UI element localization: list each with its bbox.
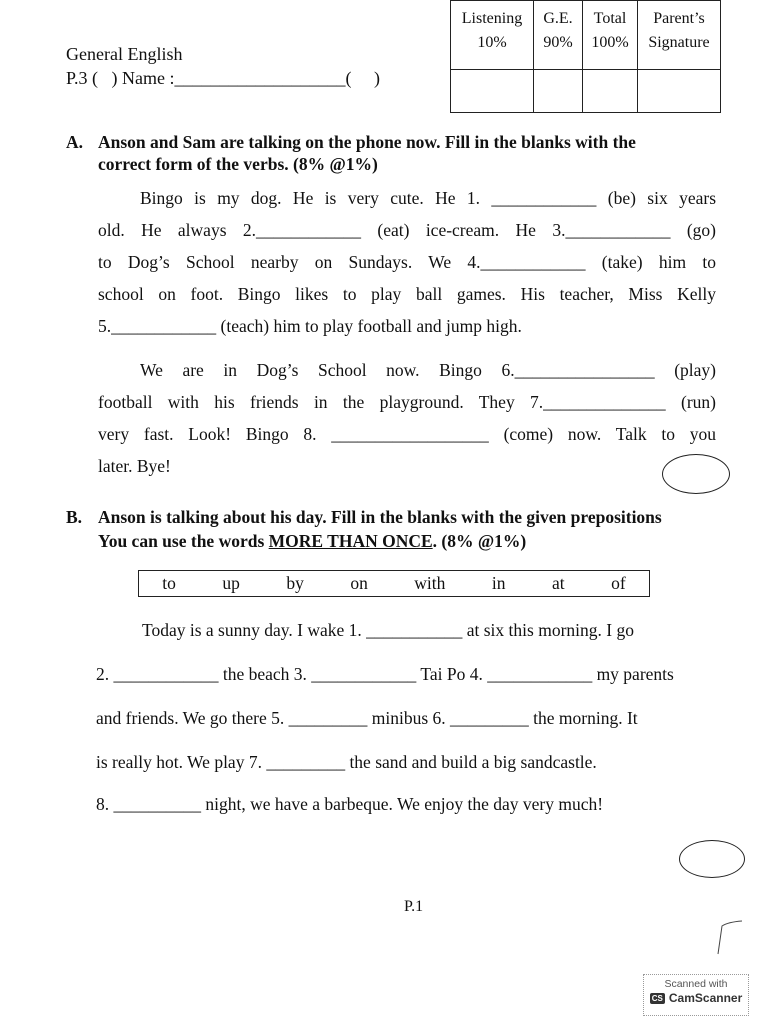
paragraph-line: very fast. Look! Bingo 8. __________________ (come) now. Talk to you: [98, 424, 716, 444]
paragraph-line: football with his friends in the playground. They 7.______________ (run): [98, 392, 716, 412]
section-a-instruction-1: Anson and Sam are talking on the phone now. Fill in the blanks with the: [98, 132, 636, 152]
section-a-score-oval[interactable]: [662, 454, 730, 494]
section-a-letter: A.: [66, 132, 84, 152]
paragraph-line: to Dog’s School nearby on Sundays. We 4.____________ (take) him to: [98, 252, 716, 272]
word-option: by: [286, 573, 304, 593]
section-b-line-5: 8. __________ night, we have a barbeque. We enjoy the day very much!: [96, 794, 604, 814]
section-b-line-4: is really hot. We play 7. _________ the sand and build a big sandcastle.: [96, 752, 597, 772]
paragraph-line: 5.____________ (teach) him to play football and jump high.: [98, 316, 522, 336]
section-b-line-3: and friends. We go there 5. _________ minibus 6. _________ the morning. It: [96, 708, 638, 728]
score-header-signature: Parent’s Signature: [638, 1, 721, 70]
word-option: at: [552, 573, 565, 593]
word-option: of: [611, 573, 626, 593]
class-name-line: P.3 ( ) Name :___________________( ): [66, 68, 380, 88]
section-b-instruction-2: You can use the words MORE THAN ONCE. (8% @1%): [98, 531, 527, 551]
worksheet-header: [66, 42, 380, 90]
score-cell-total[interactable]: [583, 70, 638, 113]
camscanner-logo-icon: CS: [651, 993, 663, 1003]
word-option: to: [162, 573, 176, 593]
section-b-instruction-1: Anson is talking about his day. Fill in the blanks with the given prepositions: [98, 507, 662, 527]
paragraph-line: Bingo is my dog. He is very cute. He 1. ____________ (be) six years: [140, 188, 716, 208]
section-b-score-oval[interactable]: [679, 840, 745, 878]
score-header-total: Total 100%: [583, 1, 638, 70]
section-a-instruction-2: correct form of the verbs. (8% @1%): [98, 154, 378, 174]
section-a-paragraph-1: [98, 182, 716, 342]
paragraph-line: later. Bye!: [98, 456, 171, 476]
section-b-line-1: Today is a sunny day. I wake 1. ___________ at six this morning. I go: [142, 620, 634, 640]
pen-mark-icon: [712, 918, 746, 958]
word-option: on: [350, 573, 368, 593]
subject-title: General English: [66, 44, 183, 64]
score-header-listening: Listening 10%: [451, 1, 534, 70]
score-cell-ge[interactable]: [534, 70, 583, 113]
score-header-ge: G.E. 90%: [534, 1, 583, 70]
section-b-letter: B.: [66, 507, 83, 527]
page-number: P.1: [404, 898, 424, 915]
camscanner-watermark: [643, 974, 749, 1016]
section-a-paragraph-2: [98, 354, 716, 482]
paragraph-line: old. He always 2.____________ (eat) ice-cream. He 3.____________ (go): [98, 220, 716, 240]
word-option: in: [491, 573, 506, 593]
paragraph-line: We are in Dog’s School now. Bingo 6.________________ (play): [140, 360, 716, 380]
score-table: [450, 0, 721, 113]
word-option: up: [222, 573, 240, 593]
word-option: with: [414, 573, 446, 593]
paragraph-line: school on foot. Bingo likes to play ball games. His teacher, Miss Kelly: [98, 284, 716, 304]
preposition-word-box: [138, 570, 650, 597]
section-b-line-2: 2. ____________ the beach 3. ____________ Tai Po 4. ____________ my parents: [96, 664, 674, 684]
score-cell-listening[interactable]: [451, 70, 534, 113]
scanner-caption: Scanned with: [664, 978, 728, 990]
score-cell-signature[interactable]: [638, 70, 721, 113]
scanner-brand: CS CamScanner: [651, 991, 743, 1005]
more-than-once-emphasis: MORE THAN ONCE: [268, 531, 433, 551]
